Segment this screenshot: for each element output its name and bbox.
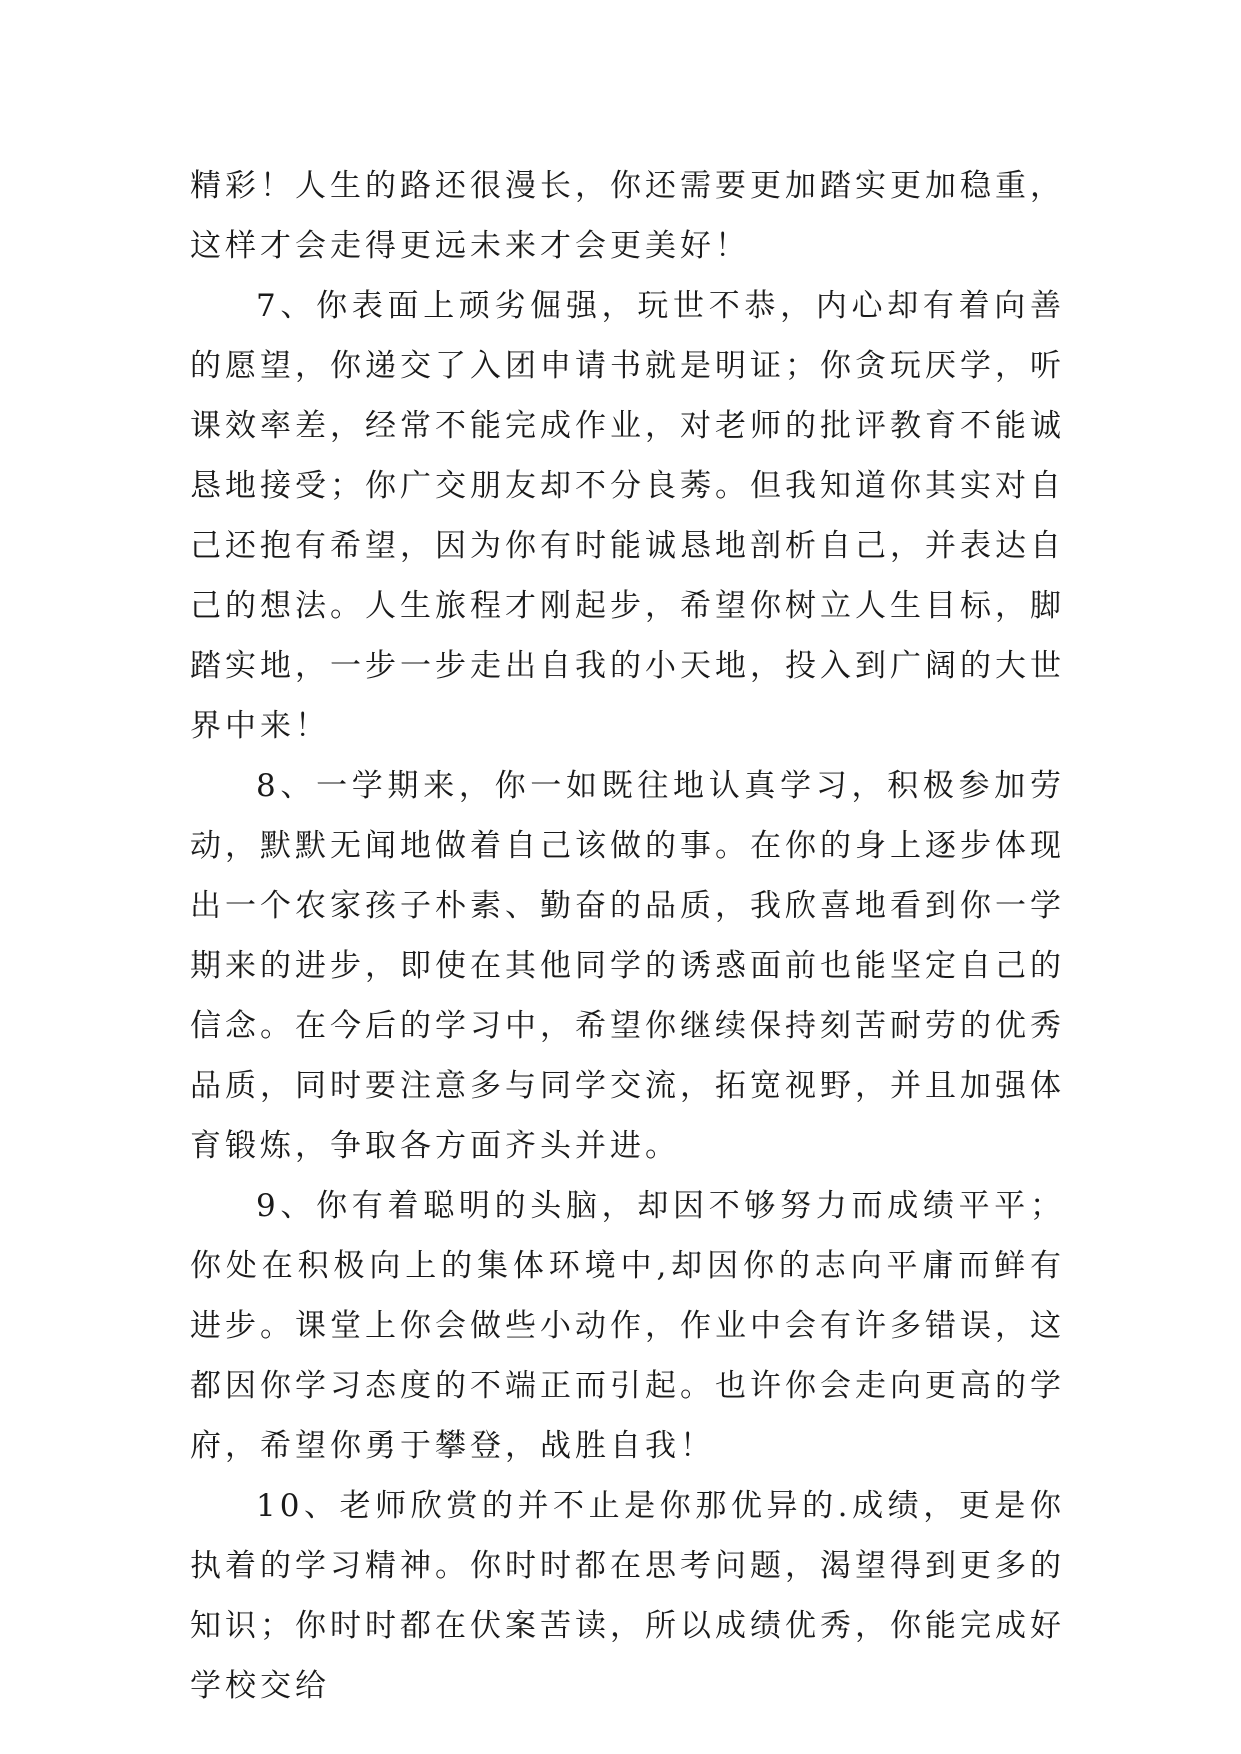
document-body — [190, 156, 1065, 1716]
paragraph-comment-8: 8、一学期来，你一如既往地认真学习，积极参加劳动，默默无闻地做着自己该做的事。在你的身上逐步体现出一个农家孩子朴素、勤奋的品质，我欣喜地看到你一学期来的进步，即使在其他同学的诱惑面前也能坚定自己的信念。在今后的学习中，希望你继续保持刻苦耐劳的优秀品质，同时要注意多与同学交流，拓宽视野，并且加强体育锻炼，争取各方面齐头并进。 — [190, 768, 1065, 1164]
paragraph-comment-9: 9、你有着聪明的头脑，却因不够努力而成绩平平；你处在积极向上的集体环境中,却因你的志向平庸而鲜有进步。课堂上你会做些小动作，作业中会有许多错误，这都因你学习态度的不端正而引起。也许你会走向更高的学府，希望你勇于攀登，战胜自我！ — [190, 1188, 1065, 1464]
paragraph-continuation: 精彩！人生的路还很漫长，你还需要更加踏实更加稳重，这样才会走得更远未来才会更美好！ — [190, 168, 1065, 264]
paragraph-comment-10: 10、老师欣赏的并不止是你那优异的.成绩，更是你执着的学习精神。你时时都在思考问题，渴望得到更多的知识；你时时都在伏案苦读，所以成绩优秀，你能完成好学校交给 — [190, 1488, 1065, 1704]
paragraph-comment-7: 7、你表面上顽劣倔强，玩世不恭，内心却有着向善的愿望，你递交了入团申请书就是明证；你贪玩厌学，听课效率差，经常不能完成作业，对老师的批评教育不能诚恳地接受；你广交朋友却不分良莠。但我知道你其实对自己还抱有希望，因为你有时能诚恳地剖析自己，并表达自己的想法。人生旅程才刚起步，希望你树立人生目标，脚踏实地，一步一步走出自我的小天地，投入到广阔的大世界中来！ — [190, 288, 1065, 744]
